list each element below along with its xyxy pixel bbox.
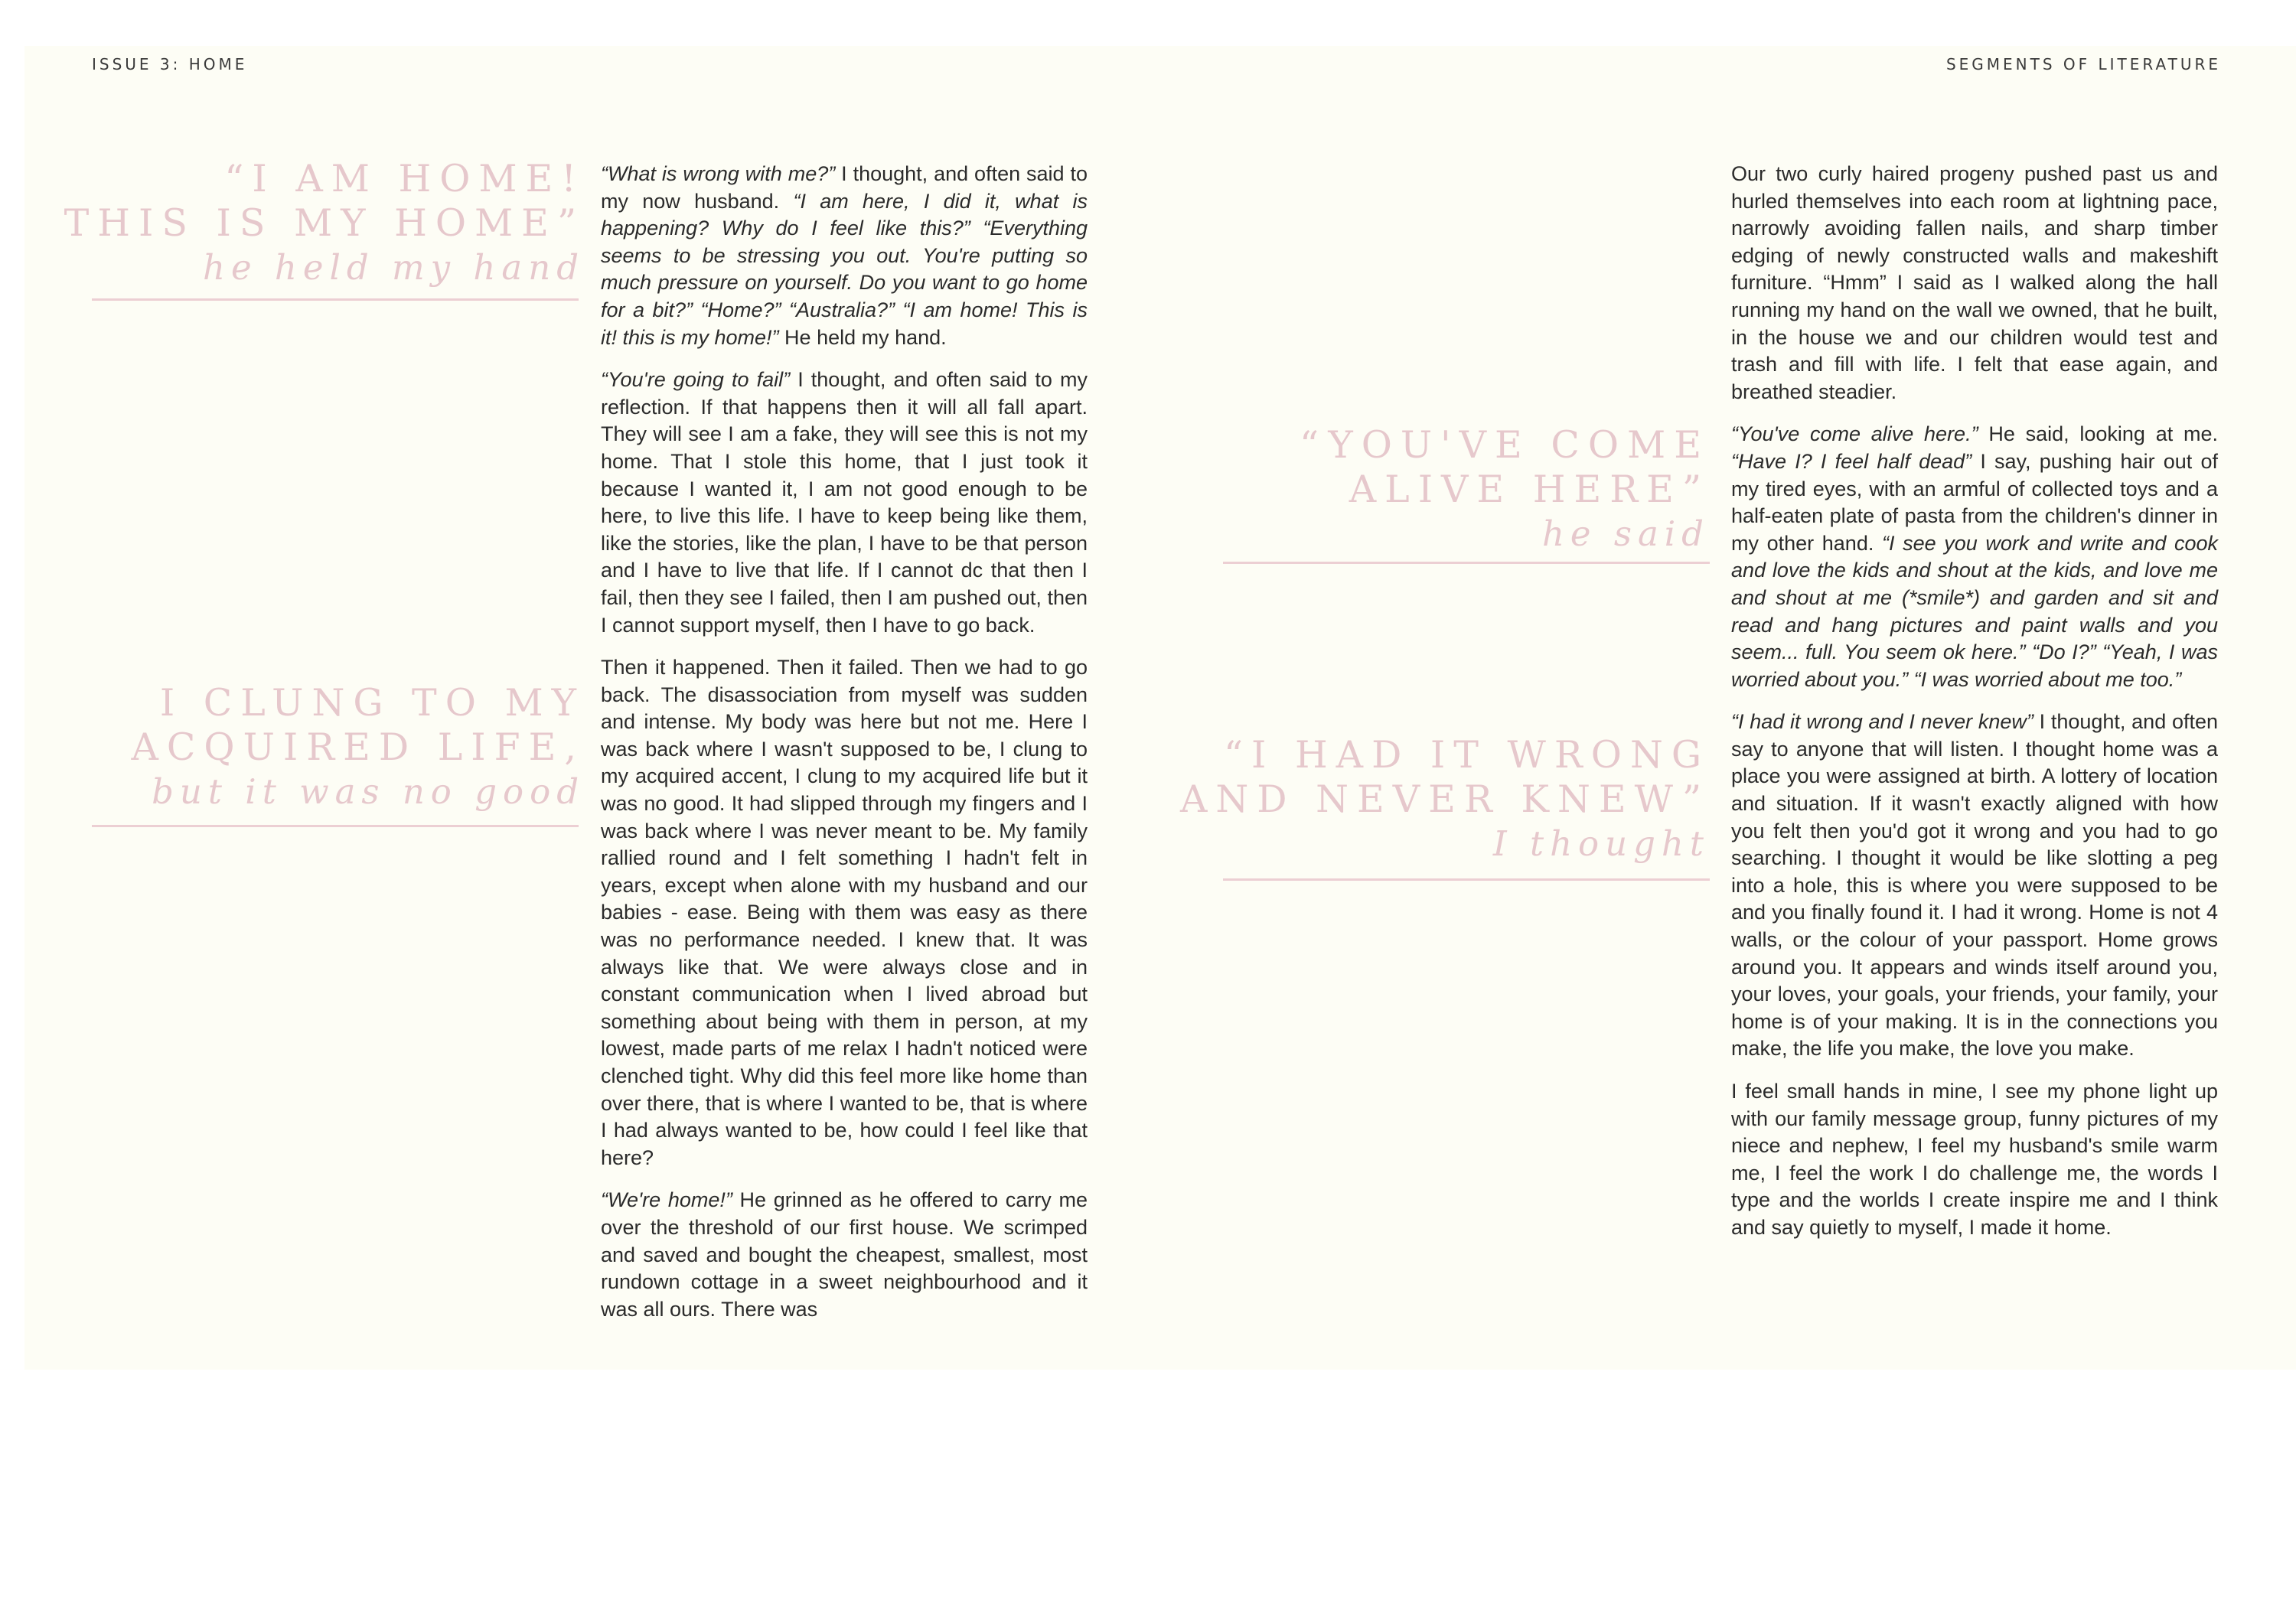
pullquote-4 bbox=[1180, 733, 1710, 866]
body-text: He held my hand. bbox=[778, 325, 947, 349]
pullquote-rule bbox=[92, 825, 579, 827]
body-text: I thought, and often say to anyone that will listen. I thought home was a place you were assigned at birth. A lottery of location and situation. If it wasn't exactly aligned with how you felt then you'd got it wrong and you had to go searching. I thought it would be like slotting a peg into a hole, this is where you were supposed to be and you finally found it. I had it wrong. Home is not 4 walls, or the colour of your passport. Home grows around you. It appears and winds itself around you, your loves, your goals, your friends, your family, your home is of your making. It is in the connections you make, the life you make, the love you make. bbox=[1731, 710, 2218, 1061]
italic-quote-text: “I had it wrong and I never knew” bbox=[1731, 710, 2033, 734]
pullquote-attribution: but it was no good bbox=[152, 771, 585, 812]
body-paragraph bbox=[1731, 421, 2218, 693]
italic-quote-text: “I see you work and write and cook and love the kids and shout at the kids, and love me and shout at me (*smile*) and garden and sit and read and hang pictures and paint walls and you seem... full. You seem ok here.” “Do I?” “Yeah, I was worried about you.” “I was worried about me too.” bbox=[1731, 531, 2218, 691]
pullquote-3 bbox=[1300, 423, 1710, 556]
body-paragraph bbox=[1731, 709, 2218, 1063]
body-text: I feel small hands in mine, I see my phone light up with our family message group, funny pictures of my niece and nephew, I feel my husband's smile warm me, I feel the work I do challenge me, the words I type and the worlds I create inspire me and I think and say quietly to myself, I made it home. bbox=[1731, 1080, 2218, 1239]
body-paragraph bbox=[601, 1187, 1088, 1323]
article-column-right bbox=[1731, 161, 2218, 1257]
pullquote-line: “I HAD IT WRONG bbox=[1223, 733, 1710, 777]
body-paragraph bbox=[1731, 1078, 2218, 1242]
body-text: I thought, and often said to my now husband. bbox=[601, 162, 1088, 213]
pullquote-2 bbox=[132, 681, 585, 814]
pullquote-line: ACQUIRED LIFE, bbox=[131, 725, 585, 769]
pullquote-rule bbox=[1223, 562, 1710, 564]
issue-header: ISSUE 3: HOME bbox=[92, 55, 248, 73]
italic-quote-text: “I am here, I did it, what is happening? Why do I feel like this?” “Everything seems to be stressing you out. You're putting so much pressure on yourself. Do you want to go home for a bit?” “Home?” “Australia?” “I am home! This is it! this is my home!” bbox=[601, 189, 1088, 349]
italic-quote-text: “You're going to fail” bbox=[601, 368, 791, 392]
body-paragraph bbox=[601, 654, 1088, 1171]
pullquote-line: THIS IS MY HOME” bbox=[64, 201, 585, 245]
article-column-left bbox=[601, 161, 1088, 1370]
pullquote-line: ALIVE HERE” bbox=[1349, 468, 1710, 511]
body-text: He said, looking at me. bbox=[1978, 422, 2218, 446]
italic-quote-text: “Have I? I feel half dead” bbox=[1731, 449, 1972, 473]
pullquote-line: I CLUNG TO MY bbox=[159, 681, 585, 725]
italic-quote-text: “You've come alive here.” bbox=[1731, 422, 1978, 446]
body-text: I thought, and often said to my reflection. If that happens then it will all fall apart. They will see I am a fake, they will see this is not my home. That I stole this home, that I just took it because I wanted it, I am not good enough to be here, to live this life. I have to keep being like them, like the stories, like the plan, I have to be that person and I have to live that life. If I cannot dc that then I fail, then they see I failed, then I am pushed out, then I cannot support myself, then I have to go back. bbox=[601, 368, 1088, 637]
pullquote-line: “YOU'VE COME bbox=[1299, 423, 1710, 467]
pullquote-attribution: he said bbox=[1541, 513, 1710, 554]
body-text: He grinned as he offered to carry me over the threshold of our first house. We scrimped and saved and bought the cheapest, smallest, most rundown cottage in a sweet neighbourhood and it was all ours. There was bbox=[601, 1188, 1088, 1321]
body-paragraph bbox=[601, 161, 1088, 351]
body-text: I say, pushing hair out of my tired eyes, with an armful of collected toys and a half-eaten plate of pasta from the children's dinner in my other hand. bbox=[1731, 449, 2219, 555]
pullquote-line: “I AM HOME! bbox=[224, 157, 585, 200]
pullquote-rule bbox=[1223, 878, 1710, 881]
pullquote-rule bbox=[92, 298, 579, 301]
pullquote-attribution: he held my hand bbox=[202, 247, 585, 288]
pullquote-attribution: I thought bbox=[1492, 823, 1710, 864]
italic-quote-text: “What is wrong with me?” bbox=[601, 162, 836, 185]
pullquote-line: AND NEVER KNEW” bbox=[1180, 777, 1710, 821]
body-text: Our two curly haired progeny pushed past us and hurled themselves into each room at lightning pace, narrowly avoiding fallen nails, and sharp timber edging of newly constructed walls and makeshift furniture. “Hmm” I said as I walked along the hall running my hand on the wall we owned, that he built, in the house we and our children would test and trash and fill with life. I felt that ease again, and breathed steadier. bbox=[1731, 162, 2218, 403]
pullquote-1 bbox=[64, 157, 585, 290]
italic-quote-text: “We're home!” bbox=[601, 1188, 732, 1212]
publication-header: SEGMENTS OF LITERATURE bbox=[1945, 55, 2221, 73]
body-paragraph bbox=[601, 367, 1088, 639]
body-text: Then it happened. Then it failed. Then we had to go back. The disassociation from myself was sudden and intense. My body was here but not me. Here I was back where I wasn't supposed to be, I clung to my acquired accent, I clung to my acquired life but it was no good. It had slipped through my fingers and I was back where I was never meant to be. My family rallied round and I felt something I hadn't felt in years, except when alone with my husband and our babies - ease. Being with them was easy as there was no performance needed. I knew that. It was always like that. We were always close and in constant communication when I lived abroad but something about being with them in person, at my lowest, made parts of me relax I hadn't noticed were clenched tight. Why did this feel more like home than over there, that is where I wanted to be, that is where I had always wanted to be, how could I feel like that here? bbox=[601, 656, 1088, 1169]
body-paragraph bbox=[1731, 161, 2218, 406]
